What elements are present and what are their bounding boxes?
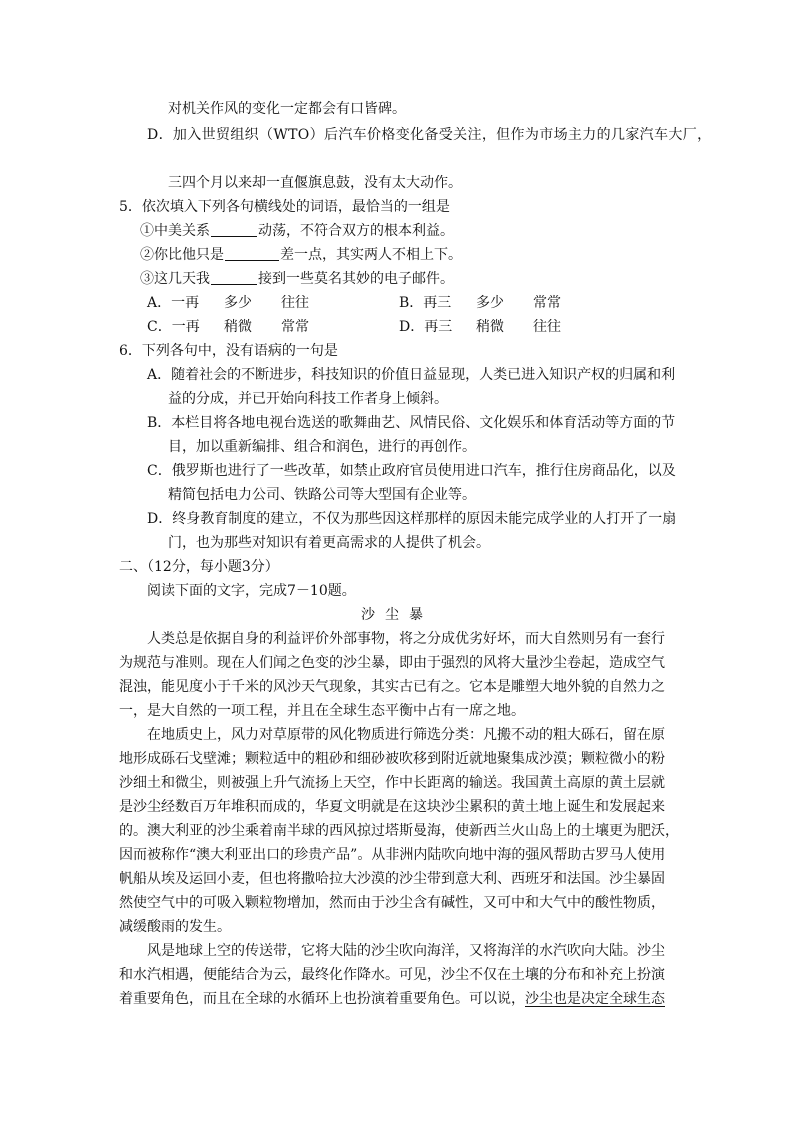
passage-title: 沙尘暴 [361, 607, 433, 623]
q5-s1-after: 动荡，不符合双方的根本利益。 [258, 223, 454, 239]
q6-option-b-line1: B．本栏目将各地电视台选送的歌舞曲艺、风情民俗、文化娱乐和体育活动等方面的节 [147, 415, 676, 431]
q4-option-c-tail: 对机关作风的变化一定都会有口皆碑。 [168, 101, 406, 117]
q5-sentence-1 [140, 221, 454, 241]
q5-s3-before: ③这几天我 [140, 271, 210, 287]
q6-stem: 6．下列各句中，没有语病的一句是 [119, 343, 338, 359]
q5-sentence-2 [140, 245, 462, 265]
q5-option-c [147, 317, 309, 337]
underlined-sentence: 沙尘也是决定全球生态 [525, 991, 665, 1007]
passage-p2-line7: 帆船从埃及运回小麦，但也将撒哈拉大沙漠的沙尘带到意大利、西班牙和法国。沙尘暴固 [119, 871, 665, 887]
passage-p2-line2: 地形成砾石戈壁滩；颗粒适中的粗砂和细砂被吹移到附近就地聚集成沙漠；颗粒微小的粉 [119, 751, 665, 767]
passage-p3-line2: 和水汽相遇，便能结合为云，最终化作降水。可见，沙尘不仅在土壤的分布和补充上扮演 [119, 967, 665, 983]
q6-option-a-line1: A．随着社会的不断进步，科技知识的价值日益显现，人类已进入知识产权的归属和利 [147, 367, 676, 383]
passage-p3-line3-text: 着重要角色，而且在全球的水循环上也扮演着重要角色。可以说， [119, 991, 525, 1007]
q6-option-b-line2: 目，加以重新编排、组合和润色，进行的再创作。 [168, 439, 476, 455]
q5-option-b-1: B．再三 [399, 295, 452, 311]
q5-blank-2 [225, 246, 279, 261]
q6-option-a-line2: 益的分成，并已开始向科技工作者身上倾斜。 [168, 391, 448, 407]
q6-option-d-line2: 门，也为那些对知识有着更高需求的人提供了机会。 [168, 535, 490, 551]
passage-p2-line6: 因而被称作“澳大利亚出口的珍贵产品”。从非洲内陆吹向地中海的强风帮助古罗马人使用 [119, 847, 666, 863]
q5-option-d [399, 317, 561, 337]
q5-option-a-3: 往往 [281, 295, 309, 311]
passage-p3-line1: 风是地球上空的传送带，它将大陆的沙尘吹向海洋，又将海洋的水汽吹向大陆。沙尘 [147, 943, 665, 959]
q4-option-d-line1: D．加入世贸组织（WTO）后汽车价格变化备受关注，但作为市场主力的几家汽车大厂， [147, 127, 712, 143]
q5-blank-1 [211, 222, 257, 237]
passage-p2-line1: 在地质史上，风力对草原带的风化物质进行筛选分类：凡搬不动的粗大砾石，留在原 [147, 727, 665, 743]
passage-p2-line4: 是沙尘经数百万年堆积而成的，华夏文明就是在这块沙尘累积的黄土地上诞生和发展起来 [119, 799, 665, 815]
passage-p1-line3: 混浊，能见度小于千米的风沙天气现象，其实古已有之。它本是雕塑大地外貌的自然力之 [119, 679, 665, 695]
q5-option-b [399, 293, 561, 313]
q5-s2-after: 差一点，其实两人不相上下。 [280, 247, 462, 263]
q6-option-d-line1: D．终身教育制度的建立，不仅为那些因这样那样的原因未能完成学业的人打开了一扇 [147, 511, 677, 527]
q5-stem: 5．依次填入下列各句横线处的词语，最恰当的一组是 [119, 199, 450, 215]
passage-p2-line5: 的。澳大利亚的沙尘乘着南半球的西风掠过塔斯曼海，使新西兰火山岛上的土壤更为肥沃， [119, 823, 679, 839]
passage-p2-line8: 然使空气中的可吸入颗粒物增加，然而由于沙尘含有碱性，又可中和大气中的酸性物质， [119, 895, 665, 911]
q5-option-d-3: 往往 [533, 319, 561, 335]
q5-option-a-2: 多少 [224, 295, 252, 311]
q5-option-b-3: 常常 [533, 295, 561, 311]
passage-p2-line9: 减缓酸雨的发生。 [119, 919, 231, 935]
q5-s1-before: ①中美关系 [140, 223, 210, 239]
q5-s2-before: ②你比他只是 [140, 247, 224, 263]
q5-option-a [147, 293, 309, 313]
section-2-instruction: 阅读下面的文字，完成7－10题。 [147, 583, 356, 599]
passage-p3-line3 [119, 989, 665, 1009]
q5-option-c-3: 常常 [281, 319, 309, 335]
q5-option-d-2: 稍微 [476, 319, 504, 335]
q5-blank-3 [211, 270, 257, 285]
q5-option-c-1: C．一再 [147, 319, 200, 335]
passage-p1-line2: 为规范与准则。现在人们闻之色变的沙尘暴，即由于强烈的风将大量沙尘卷起，造成空气 [119, 655, 665, 671]
passage-p1-line1: 人类总是依据自身的利益评价外部事物，将之分成优劣好坏，而大自然则另有一套行 [147, 631, 665, 647]
q5-option-a-1: A．一再 [147, 295, 200, 311]
q5-sentence-3 [140, 269, 454, 289]
q6-option-c-line1: C．俄罗斯也进行了一些改革，如禁止政府官员使用进口汽车，推行住房商品化，以及 [147, 463, 676, 479]
q5-option-c-2: 稍微 [224, 319, 252, 335]
q5-option-b-2: 多少 [476, 295, 504, 311]
q6-option-c-line2: 精简包括电力公司、铁路公司等大型国有企业等。 [168, 487, 476, 503]
section-2-heading: 二、（12分，每小题3分） [119, 559, 279, 575]
q5-option-d-1: D．再三 [399, 319, 453, 335]
passage-p2-line3: 沙细土和微尘，则被强上升气流扬上天空，作中长距离的输送。我国黄土高原的黄土层就 [119, 775, 665, 791]
q5-s3-after: 接到一些莫名其妙的电子邮件。 [258, 271, 454, 287]
q4-option-d-line2: 三四个月以来却一直偃旗息鼓，没有太大动作。 [168, 175, 462, 191]
passage-p1-line4: 一，是大自然的一项工程，并且在全球生态平衡中占有一席之地。 [119, 703, 525, 719]
